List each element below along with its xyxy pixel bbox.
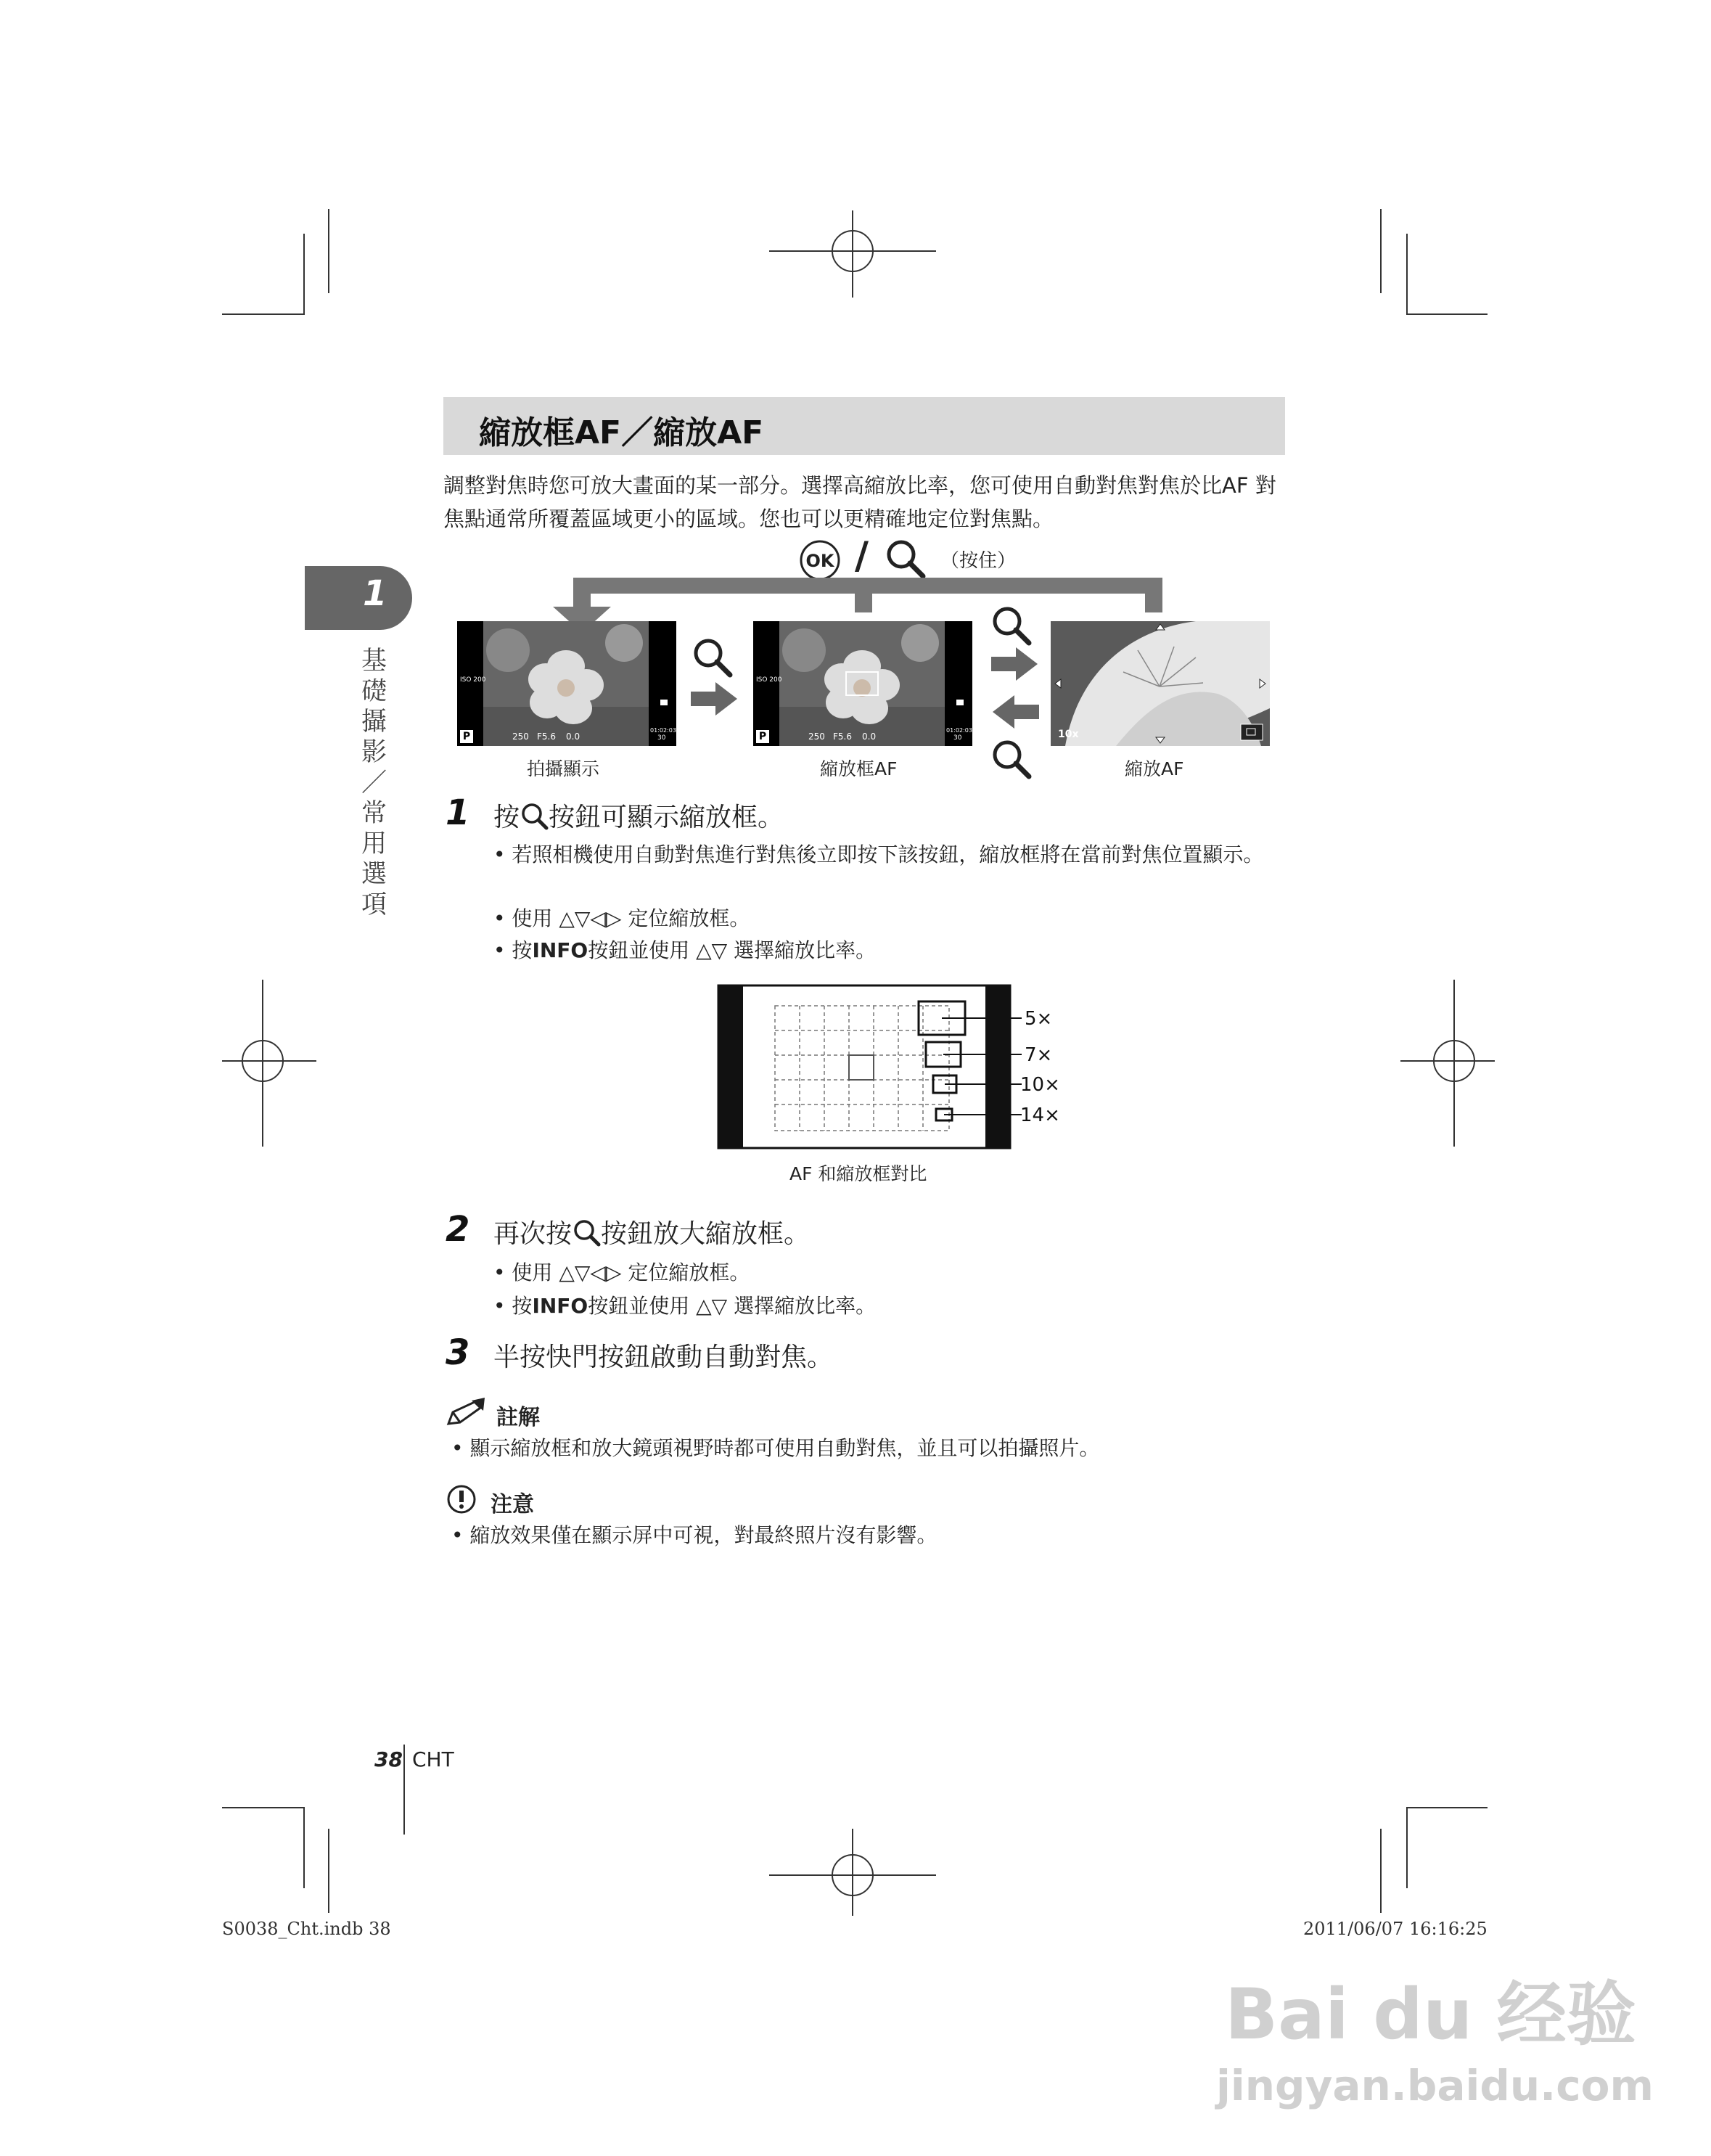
chapter-number: 1 (363, 573, 387, 614)
arrow-right-icon (991, 646, 1039, 682)
battery-icon (660, 700, 668, 705)
magnify-icon (691, 636, 734, 679)
iso-indicator: ISO 200 (756, 676, 782, 684)
arrow-keys-icon: △▽ (696, 938, 728, 962)
chapter-label: 基礎攝影／常用選項 (361, 647, 387, 919)
caution-icon (446, 1483, 477, 1515)
print-file-name: S0038_Cht.indb 38 (222, 1919, 391, 1939)
zoom-figure-caption: AF 和縮放框對比 (789, 1163, 927, 1184)
battery-icon (956, 700, 964, 705)
iso-indicator: ISO 200 (460, 676, 486, 684)
intro-paragraph: 調整對焦時您可放大畫面的某一部分。選擇高縮放比率，您可使用自動對焦對焦於比AF 對焦點通常所覆蓋區域更小的區域。您也可以更精確地定位對焦點。 (443, 473, 1276, 531)
zoom-label-14x: 14× (1020, 1104, 1060, 1126)
arrow-keys-icon: △▽ (696, 1294, 728, 1318)
list-item: • 若照相機使用自動對焦進行對焦後立即按下該按鈕，縮放框將在當前對焦位置顯示。 (493, 843, 1264, 866)
zoom-ratio: 10x (1058, 729, 1079, 740)
magnify-icon (520, 801, 549, 830)
caution-title: 注意 (491, 1492, 534, 1517)
pencil-note-icon (446, 1398, 488, 1427)
mode-indicator: P (460, 730, 473, 743)
section-title: 縮放框AF／縮放AF (479, 414, 764, 451)
shot-count: 30 (953, 734, 962, 742)
info-button-label: INFO (532, 938, 588, 962)
zoom-af-screen (1051, 621, 1270, 746)
step-text: 再次按 按鈕放大縮放框。 (493, 1219, 811, 1249)
exposure-value: 0.0 (862, 731, 877, 742)
info-button-label: INFO (532, 1294, 588, 1318)
step-number: 3 (446, 1332, 470, 1373)
magnify-icon (990, 737, 1033, 781)
step-number: 1 (446, 792, 470, 833)
shutter-value: 250 (808, 731, 825, 742)
list-item: • 按INFO按鈕並使用 △▽ 選擇縮放比率。 (493, 938, 877, 962)
note-title: 註解 (496, 1405, 540, 1430)
exposure-value: 0.0 (566, 731, 580, 742)
registration-mark-right (1400, 980, 1495, 1147)
page-language: CHT (412, 1747, 454, 1771)
arrow-keys-icon: △▽◁▷ (559, 1261, 622, 1284)
arrow-left-icon (991, 694, 1039, 730)
watermark-logo: Bai du 经验 (1225, 1974, 1636, 2055)
caption-zoom-af: 縮放AF (1125, 758, 1184, 779)
caption-zoom-frame-af: 縮放框AF (820, 758, 898, 779)
magnify-icon (990, 604, 1033, 647)
aperture-value: F5.6 (833, 731, 852, 742)
magnify-icon (572, 1218, 601, 1247)
print-date: 2011/06/07 16:16:25 (1303, 1919, 1488, 1939)
page-number: 38 (374, 1747, 403, 1771)
list-item: • 按INFO按鈕並使用 △▽ 選擇縮放比率。 (493, 1294, 877, 1318)
registration-mark-bottom (769, 1829, 936, 1916)
button-separator: / (855, 534, 869, 578)
shooting-display-screen (457, 621, 676, 746)
zoom-label-10x: 10× (1020, 1074, 1060, 1096)
mode-indicator: P (756, 730, 769, 743)
zoom-label-5x: 5× (1025, 1008, 1053, 1030)
shutter-value: 250 (512, 731, 529, 742)
arrow-right-icon (691, 681, 739, 717)
footer-divider (403, 1745, 405, 1835)
zoom-label-7x: 7× (1025, 1044, 1053, 1066)
shot-count: 30 (657, 734, 666, 742)
step-number: 2 (446, 1209, 470, 1250)
zoom-frame-af-screen (753, 621, 972, 746)
list-item: • 使用 △▽◁▷ 定位縮放框。 (493, 1261, 750, 1284)
step-text: 按 按鈕可顯示縮放框。 (493, 803, 784, 832)
registration-mark-top (769, 210, 936, 298)
caution-text: • 縮放效果僅在顯示屏中可視，對最終照片沒有影響。 (451, 1523, 937, 1547)
time-counter: 01:02:03 (946, 727, 972, 734)
ok-button-label: OK (805, 551, 834, 571)
list-item: • 使用 △▽◁▷ 定位縮放框。 (493, 906, 750, 930)
step-text: 半按快門按鈕啟動自動對焦。 (493, 1343, 834, 1372)
caption-shooting-display: 拍攝顯示 (527, 758, 600, 779)
aperture-value: F5.6 (537, 731, 556, 742)
chapter-tab (305, 566, 412, 630)
note-text: • 顯示縮放框和放大鏡頭視野時都可使用自動對焦，並且可以拍攝照片。 (451, 1436, 1100, 1460)
time-counter: 01:02:03 (650, 727, 676, 734)
arrow-keys-icon: △▽◁▷ (559, 906, 622, 930)
hold-note: （按住） (940, 550, 1017, 572)
watermark-url: jingyan.baidu.com (1216, 2061, 1654, 2110)
registration-mark-left (222, 980, 316, 1147)
